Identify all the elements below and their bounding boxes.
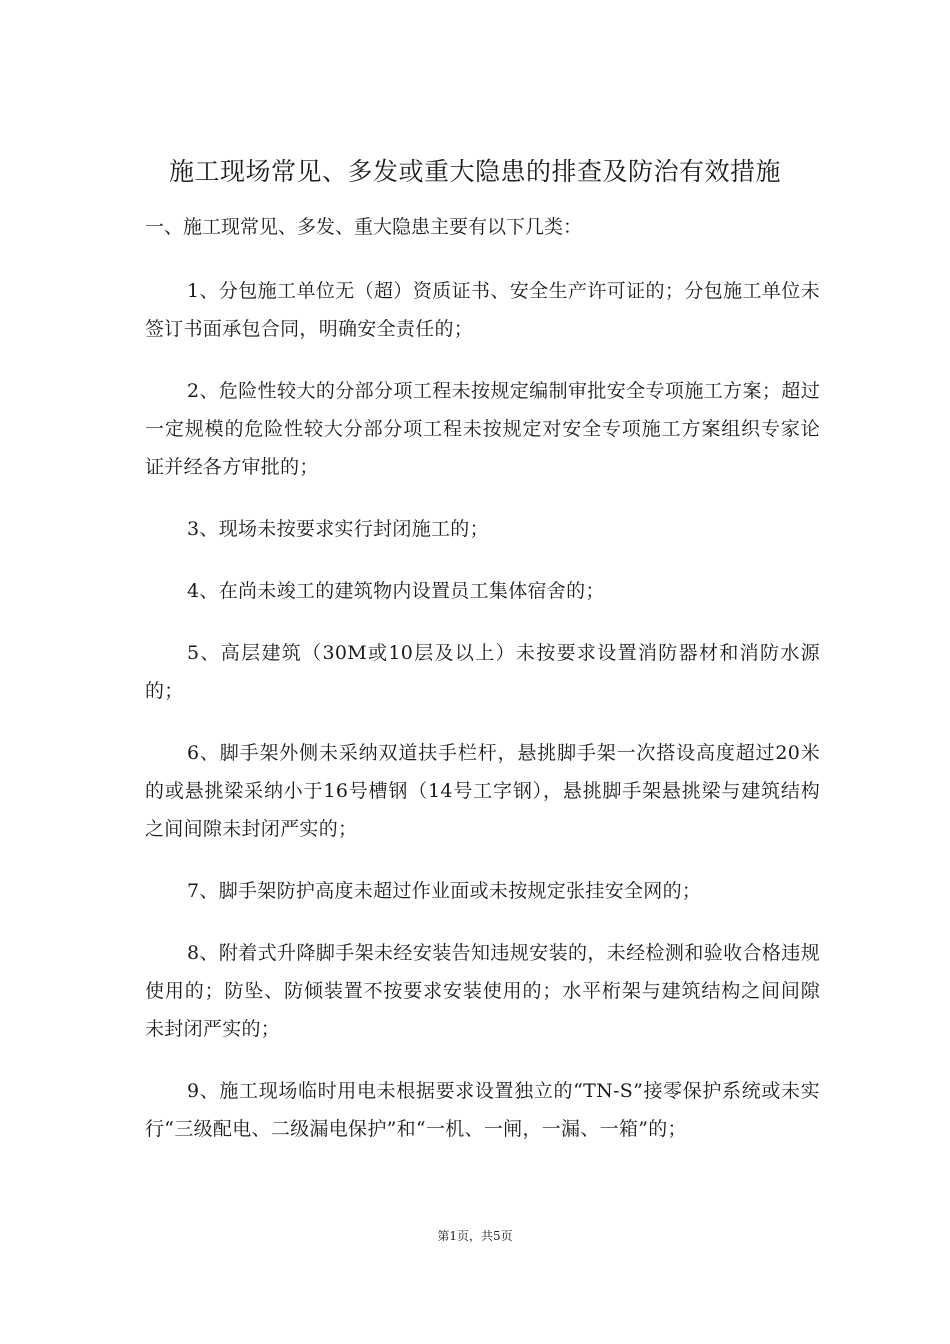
list-item: 5、高层建筑（30M或10层及以上）未按要求设置消防器材和消防水源的； [145,642,820,702]
page-footer: 第1页，共5页 [437,1229,513,1243]
list-item: 3、现场未按要求实行封闭施工的； [187,518,489,540]
document-body [145,272,820,1172]
section-heading: 一、施工现常见、多发、重大隐患主要有以下几类： [145,216,583,238]
list-item: 8、附着式升降脚手架未经安装告知违规安装的，未经检测和验收合格违规使用的；防坠、防倾装置不按要求安装使用的；水平桁架与建筑结构之间间隙未封闭严实的； [145,942,820,1040]
list-item: 6、脚手架外侧未采纳双道扶手栏杆，悬挑脚手架一次搭设高度超过20米的或悬挑梁采纳小于16号槽钢（14号工字钢），悬挑脚手架悬挑梁与建筑结构之间间隙未封闭严实的； [145,742,820,840]
list-item: 7、脚手架防护高度未超过作业面或未按规定张挂安全网的； [187,880,702,902]
list-item: 9、施工现场临时用电未根据要求设置独立的“TN-S”接零保护系统或未实行“三级配电、二级漏电保护”和“一机、一闸，一漏、一箱”的； [145,1080,820,1140]
list-item: 4、在尚未竣工的建筑物内设置员工集体宿舍的； [187,580,605,602]
list-item: 1、分包施工单位无（超）资质证书、安全生产许可证的；分包施工单位未签订书面承包合同，明确安全责任的； [145,280,820,340]
list-item: 2、危险性较大的分部分项工程未按规定编制审批安全专项施工方案；超过一定规模的危险性较大分部分项工程未按规定对安全专项施工方案组织专家论证并经各方审批的； [145,380,820,478]
document-title: 施工现场常见、多发或重大隐患的排查及防治有效措施 [168,157,781,186]
